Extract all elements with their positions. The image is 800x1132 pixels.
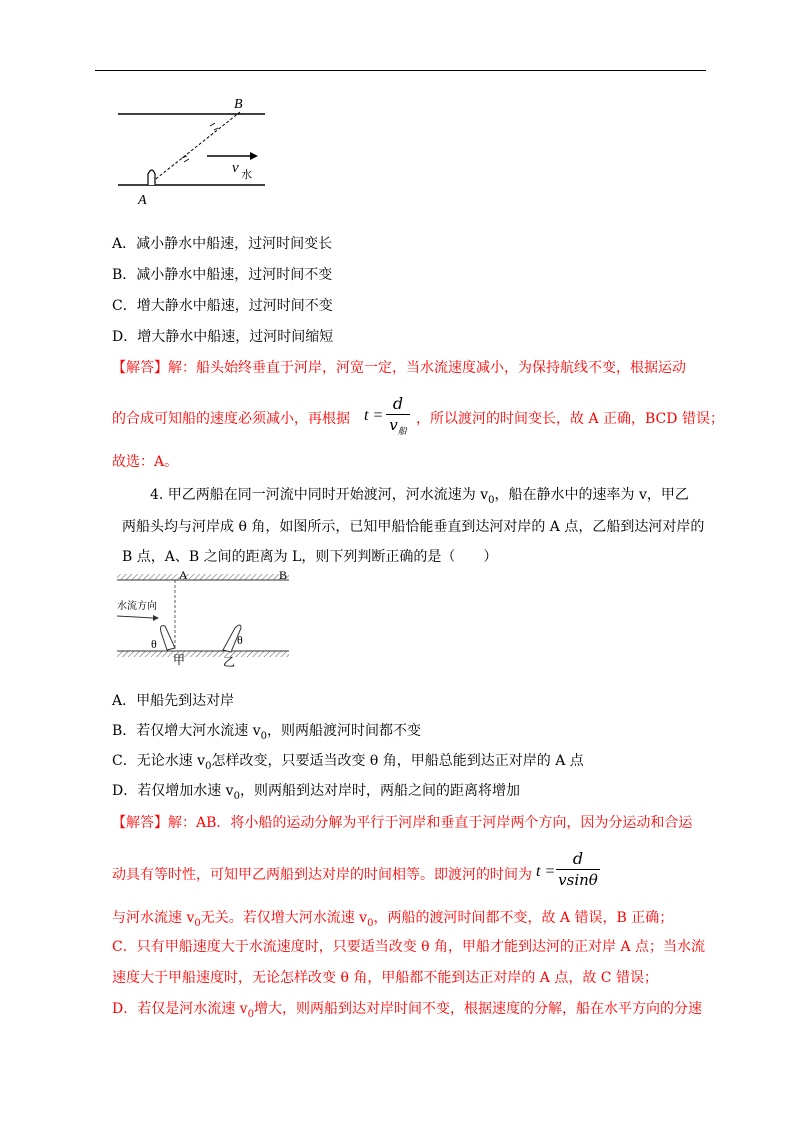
q4-formula-den: vsinθ bbox=[558, 871, 598, 889]
q4-option-d: D．若仅增加水速 $v_0$，则两船到达对岸时，两船之间的距离将增加 bbox=[112, 783, 520, 802]
q3-answer-line3: 故选：A。 bbox=[112, 454, 179, 470]
q3-option-c: C．增大静水中船速，过河时间不变 bbox=[112, 298, 333, 314]
q4-option-a: A．甲船先到达对岸 bbox=[112, 693, 235, 709]
q4-formula-num: d bbox=[572, 849, 584, 868]
q4-formula-lhs: t = bbox=[536, 863, 556, 880]
q4-option-c: C．无论水速 $v_0$怎样改变，只要适当改变 θ 角，甲船总能到达正对岸的 A 点 bbox=[112, 753, 584, 772]
fig2-theta-right: θ bbox=[237, 633, 243, 647]
q3-option-a: A．减小静水中船速，过河时间变长 bbox=[112, 236, 333, 252]
q3-formula-fraction bbox=[386, 395, 410, 441]
q4-line1: 4. 甲乙两船在同一河流中同时开始渡河，河水流速为 $v_0$，船在静水中的速率为 v，甲乙 bbox=[150, 487, 689, 506]
q3-option-d: D．增大静水中船速，过河时间缩短 bbox=[112, 329, 334, 345]
q4-answer-line3: 与河水流速 $v_0$无关。若仅增大河水流速 $v_0$，两船的渡河时间都不变，故 A 错误，B 正确； bbox=[112, 910, 674, 929]
q4-answer-line4: C．只有甲船速度大于水流速度时，只要适当改变 θ 角，甲船才能到达河的正对岸 A 点；当水流 bbox=[112, 939, 706, 955]
fig2-jia: 甲 bbox=[173, 653, 186, 667]
q3-formula-bar bbox=[386, 414, 410, 415]
q3-formula-den: $v_船$ bbox=[389, 416, 407, 437]
fig1-label-a: A bbox=[138, 193, 147, 208]
q3-option-b: B．减小静水中船速，过河时间不变 bbox=[112, 267, 333, 283]
q3-answer-line2-pre: 的合成可知船的速度必须减小，再根据 bbox=[112, 411, 350, 427]
q4-line3: B 点，A、B 之间的距离为 L，则下列判断正确的是（ ） bbox=[122, 549, 498, 565]
q4-answer-tag: 【解答】 bbox=[112, 815, 168, 831]
q4-answer-line1: 【解答】解：AB．将小船的运动分解为平行于河岸和垂直于河岸两个方向，因为分运动和合运 bbox=[112, 815, 693, 831]
fig2-label-a: A bbox=[179, 568, 188, 582]
fig1-label-b: B bbox=[234, 97, 243, 112]
figure-river-crossing-2 bbox=[115, 568, 295, 668]
q3-answer-line2-post: ，所以渡河的时间变长，故 A 正确，BCD 错误； bbox=[416, 411, 724, 427]
fig2-theta-left: θ bbox=[151, 637, 157, 651]
q3-formula-num: d bbox=[392, 394, 404, 413]
fig1-v-symbol: v bbox=[232, 160, 239, 176]
q3-answer-text1: 解：船头始终垂直于河岸，河宽一定，当水流速度减小，为保持航线不变，根据运动 bbox=[168, 360, 686, 376]
q3-formula-lhs: t = bbox=[364, 407, 384, 424]
q4-answer-line6: D．若仅是河水流速 $v_0$增大，则两船到达对岸时间不变，根据速度的分解，船在水平方向的分速 bbox=[112, 1001, 702, 1020]
q4-answer-line5: 速度大于甲船速度时，无论怎样改变 θ 角，甲船都不能到达正对岸的 A 点，故 C 错误； bbox=[112, 970, 658, 986]
header-rule bbox=[95, 70, 706, 71]
q4-formula-fraction bbox=[556, 850, 600, 889]
q4-option-b: B．若仅增大河水流速 $v_0$，则两船渡河时间都不变 bbox=[112, 723, 422, 742]
fig1-v-sub: 水 bbox=[241, 169, 252, 181]
fig2-label-b: B bbox=[279, 568, 288, 582]
q4-formula-bar bbox=[556, 869, 600, 870]
q4-line2: 两船头均与河岸成 θ 角，如图所示，已知甲船恰能垂直到达河对岸的 A 点，乙船到达河对岸的 bbox=[122, 519, 705, 535]
fig2-yi: 乙 bbox=[223, 655, 236, 668]
fig2-flow-label: 水流方向 bbox=[117, 601, 157, 612]
q4-answer-line2: 动具有等时性，可知甲乙两船到达对岸的时间相等。即渡河的时间为 bbox=[112, 867, 532, 883]
q3-answer-tag: 【解答】 bbox=[112, 360, 168, 376]
figure-river-crossing-1 bbox=[110, 92, 280, 208]
q3-answer-line1 bbox=[112, 357, 686, 377]
